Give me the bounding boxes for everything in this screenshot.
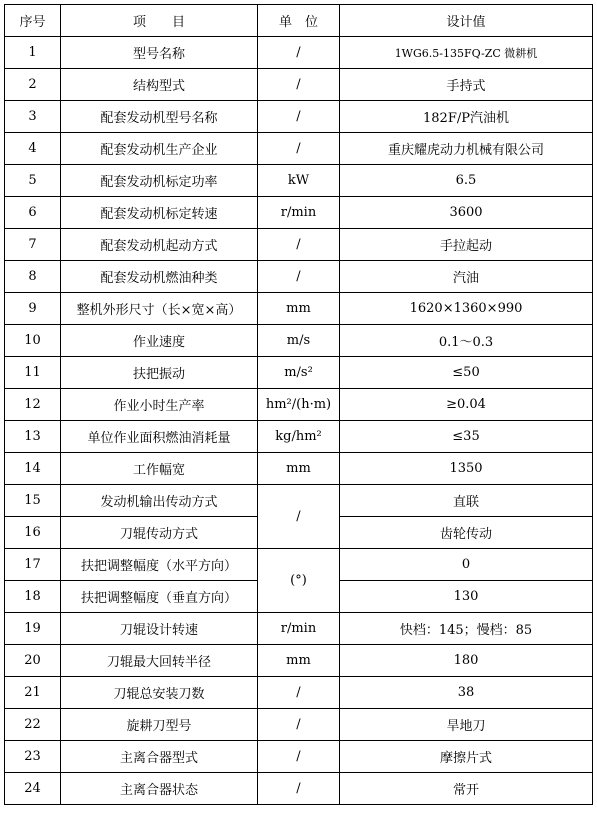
row-item: 结构型式 <box>61 69 258 101</box>
row-unit: / <box>258 709 340 741</box>
row-unit: kW <box>258 165 340 197</box>
row-value: ≥0.04 <box>340 389 593 421</box>
row-unit: / <box>258 229 340 261</box>
header-row <box>5 5 593 37</box>
row-value: 3600 <box>340 197 593 229</box>
row-no: 2 <box>5 69 61 101</box>
row-item: 旋耕刀型号 <box>61 709 258 741</box>
row-no: 14 <box>5 453 61 485</box>
row-value: 182F/P汽油机 <box>340 101 593 133</box>
row-value: 0 <box>340 549 593 581</box>
table-row <box>5 357 593 389</box>
row-item: 配套发动机型号名称 <box>61 101 258 133</box>
row-no: 6 <box>5 197 61 229</box>
table-row <box>5 741 593 773</box>
table-row <box>5 485 593 517</box>
row-value: 齿轮传动 <box>340 517 593 549</box>
row-no: 10 <box>5 325 61 357</box>
row-value: ≤35 <box>340 421 593 453</box>
row-value: 180 <box>340 645 593 677</box>
table-row <box>5 261 593 293</box>
row-item: 扶把调整幅度（垂直方向） <box>61 581 258 613</box>
table-row <box>5 645 593 677</box>
row-item: 扶把调整幅度（水平方向） <box>61 549 258 581</box>
row-unit: mm <box>258 293 340 325</box>
row-item: 单位作业面积燃油消耗量 <box>61 421 258 453</box>
row-unit: m/s <box>258 325 340 357</box>
row-value: 手持式 <box>340 69 593 101</box>
row-unit-merged: (°) <box>258 549 340 613</box>
row-unit: m/s² <box>258 357 340 389</box>
row-unit: kg/hm² <box>258 421 340 453</box>
header-item: 项 目 <box>61 5 258 37</box>
row-value: 常开 <box>340 773 593 805</box>
row-unit: / <box>258 677 340 709</box>
row-item: 发动机输出传动方式 <box>61 485 258 517</box>
row-item: 刀辊最大回转半径 <box>61 645 258 677</box>
row-item: 配套发动机标定转速 <box>61 197 258 229</box>
row-no: 1 <box>5 37 61 69</box>
row-no: 8 <box>5 261 61 293</box>
row-value: 1620×1360×990 <box>340 293 593 325</box>
table-row <box>5 37 593 69</box>
row-value: 6.5 <box>340 165 593 197</box>
table-row <box>5 613 593 645</box>
row-item: 配套发动机起动方式 <box>61 229 258 261</box>
row-no: 12 <box>5 389 61 421</box>
row-unit: mm <box>258 645 340 677</box>
table-row <box>5 293 593 325</box>
table-row <box>5 709 593 741</box>
row-value: 直联 <box>340 485 593 517</box>
row-no: 19 <box>5 613 61 645</box>
row-no: 13 <box>5 421 61 453</box>
row-unit: / <box>258 741 340 773</box>
row-value: 38 <box>340 677 593 709</box>
table-row <box>5 101 593 133</box>
header-unit: 单 位 <box>258 5 340 37</box>
row-unit: hm²/(h·m) <box>258 389 340 421</box>
row-item: 刀辊总安装刀数 <box>61 677 258 709</box>
row-no: 15 <box>5 485 61 517</box>
table-row <box>5 69 593 101</box>
row-value: 1WG6.5-135FQ-ZC 微耕机 <box>340 37 593 69</box>
row-item: 作业速度 <box>61 325 258 357</box>
table-row <box>5 165 593 197</box>
spec-table <box>4 4 593 805</box>
row-no: 7 <box>5 229 61 261</box>
row-value: 重庆耀虎动力机械有限公司 <box>340 133 593 165</box>
row-item: 配套发动机燃油种类 <box>61 261 258 293</box>
row-value: 汽油 <box>340 261 593 293</box>
row-unit: r/min <box>258 613 340 645</box>
row-no: 24 <box>5 773 61 805</box>
table-row <box>5 197 593 229</box>
row-item: 扶把振动 <box>61 357 258 389</box>
table-row <box>5 325 593 357</box>
row-unit: / <box>258 133 340 165</box>
table-row <box>5 389 593 421</box>
row-no: 5 <box>5 165 61 197</box>
row-no: 11 <box>5 357 61 389</box>
header-no: 序号 <box>5 5 61 37</box>
row-unit: / <box>258 773 340 805</box>
row-no: 9 <box>5 293 61 325</box>
header-value: 设计值 <box>340 5 593 37</box>
row-value: ≤50 <box>340 357 593 389</box>
row-value: 1350 <box>340 453 593 485</box>
row-unit-merged: / <box>258 485 340 549</box>
row-no: 16 <box>5 517 61 549</box>
row-unit: / <box>258 101 340 133</box>
row-no: 3 <box>5 101 61 133</box>
table-row <box>5 677 593 709</box>
row-item: 配套发动机标定功率 <box>61 165 258 197</box>
row-item: 整机外形尺寸（长×宽×高） <box>61 293 258 325</box>
row-item: 作业小时生产率 <box>61 389 258 421</box>
row-value: 0.1～0.3 <box>340 325 593 357</box>
row-no: 20 <box>5 645 61 677</box>
row-no: 17 <box>5 549 61 581</box>
row-unit: / <box>258 37 340 69</box>
row-unit: / <box>258 261 340 293</box>
row-no: 23 <box>5 741 61 773</box>
row-item: 主离合器状态 <box>61 773 258 805</box>
table-row <box>5 549 593 581</box>
spec-sheet <box>4 4 593 805</box>
table-row <box>5 421 593 453</box>
table-row <box>5 229 593 261</box>
row-item: 刀辊传动方式 <box>61 517 258 549</box>
row-unit: / <box>258 69 340 101</box>
row-item: 刀辊设计转速 <box>61 613 258 645</box>
row-no: 4 <box>5 133 61 165</box>
row-value: 快档：145；慢档：85 <box>340 613 593 645</box>
table-row <box>5 453 593 485</box>
row-no: 21 <box>5 677 61 709</box>
row-no: 18 <box>5 581 61 613</box>
row-item: 工作幅宽 <box>61 453 258 485</box>
row-item: 配套发动机生产企业 <box>61 133 258 165</box>
row-item: 型号名称 <box>61 37 258 69</box>
row-value: 130 <box>340 581 593 613</box>
row-item: 主离合器型式 <box>61 741 258 773</box>
row-unit: r/min <box>258 197 340 229</box>
row-unit: mm <box>258 453 340 485</box>
table-row <box>5 773 593 805</box>
row-value: 旱地刀 <box>340 709 593 741</box>
row-no: 22 <box>5 709 61 741</box>
table-row <box>5 133 593 165</box>
row-value: 手拉起动 <box>340 229 593 261</box>
row-value: 摩擦片式 <box>340 741 593 773</box>
